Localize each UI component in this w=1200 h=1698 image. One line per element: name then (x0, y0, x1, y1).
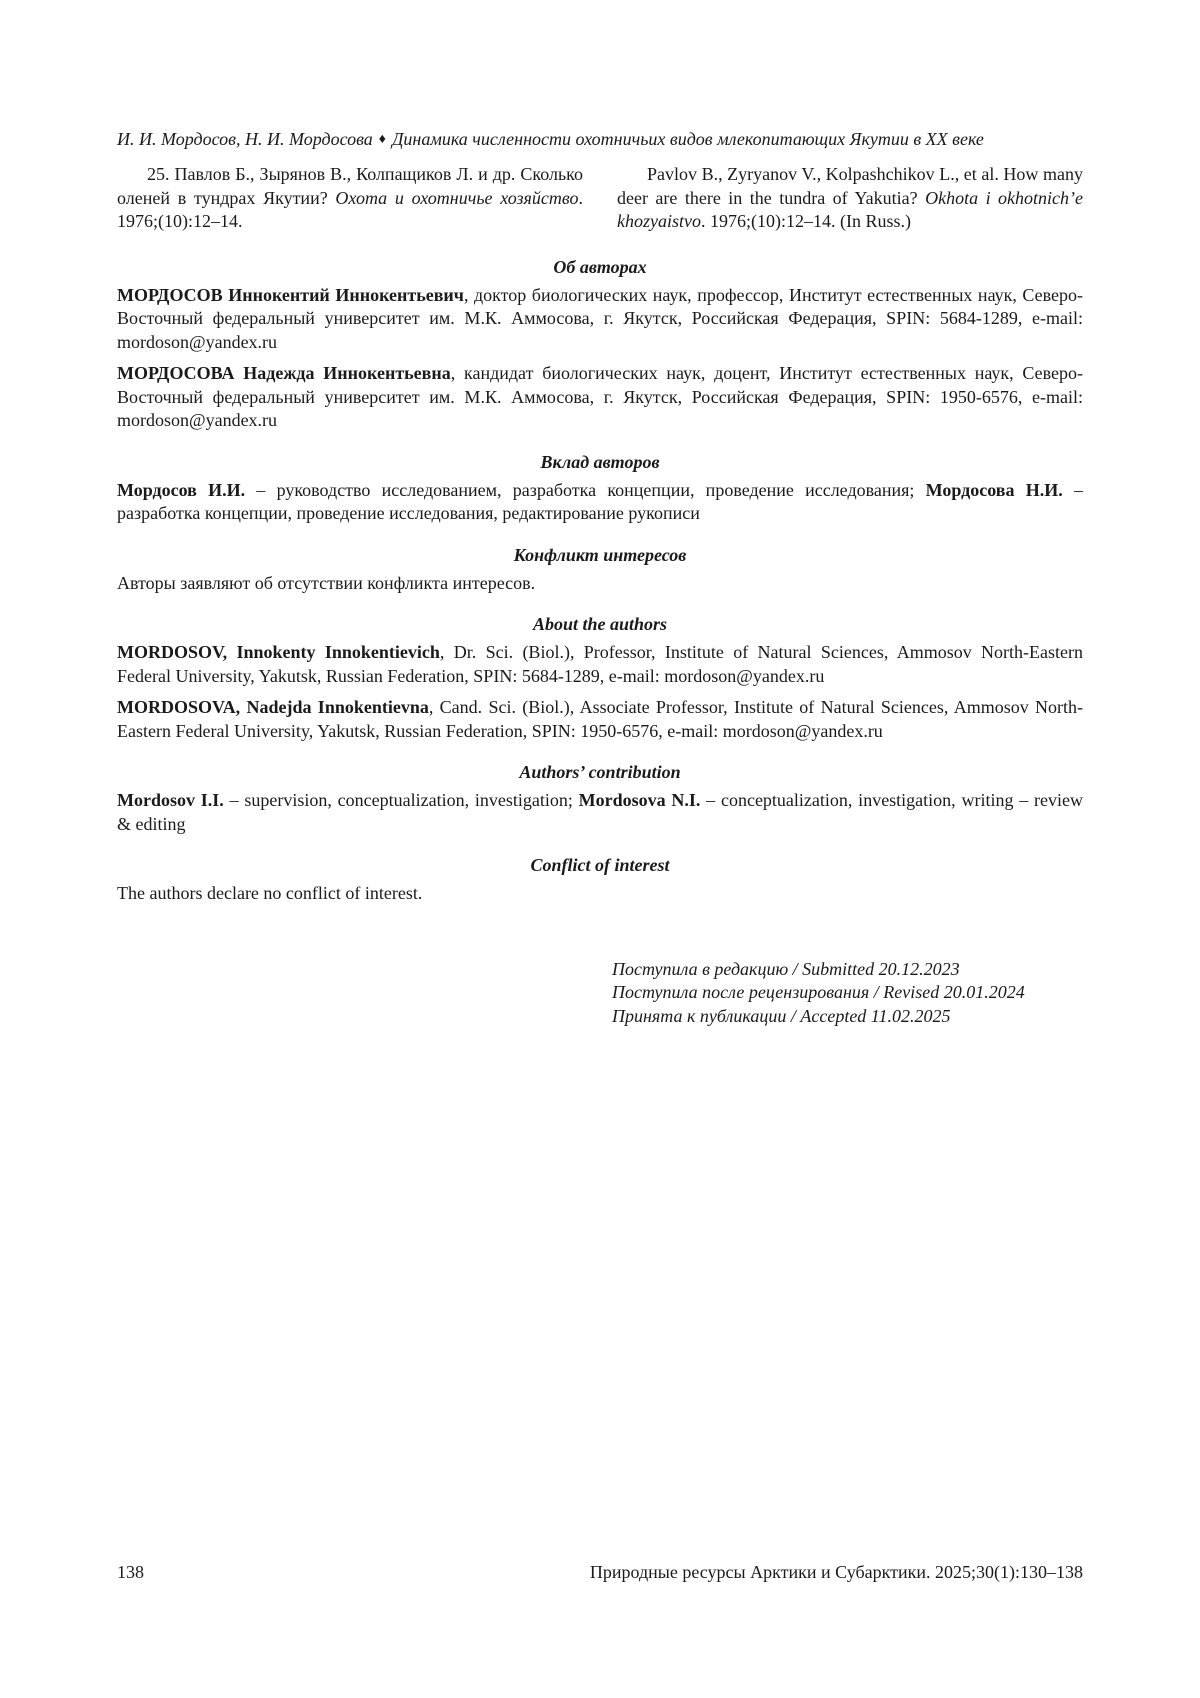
conflict-en-text: The authors declare no conflict of interest. (117, 883, 423, 903)
diamond-icon: ♦ (378, 132, 386, 147)
contribution-ru-text (117, 479, 1083, 526)
contribution-ru-name2: Мордосова Н.И. (925, 479, 1063, 500)
author-en-2-name: MORDOSOVA, Nadejda Innokentievna (117, 697, 429, 717)
reference-ru-main: 25. Павлов Б., Зырянов В., Колпащиков Л. и др. Сколько оленей в тундрах Якутии? (117, 164, 583, 208)
contribution-en-name1: Mordosov I.I. (117, 790, 224, 810)
about-ru-title: Об авторах (553, 256, 647, 277)
author-en-2-details: , Cand. Sci. (Biol.), Associate Professor, Institute of Natural Sciences, Ammosov North-Eastern Federal University, Yakutsk, Russian Federation, SPIN: 1950-6576, e-mail: mordoson@yandex.ru (117, 697, 1084, 741)
contribution-ru-name1: Мордосов И.И. (117, 479, 246, 500)
author-en-1-name: MORDOSOV, Innokenty Innokentievich (117, 642, 440, 662)
contribution-en-text2: – conceptualization, investigation, writing – review & editing (117, 790, 1083, 834)
contribution-ru-title: Вклад авторов (540, 451, 660, 472)
date-submitted: Поступила в редакцию / Submitted 20.12.2023 (612, 958, 960, 979)
reference-en-tail: . 1976;(10):12–14. (In Russ.) (700, 211, 911, 231)
conflict-en-title: Conflict of interest (530, 855, 670, 875)
contribution-en-text (117, 789, 1083, 836)
date-revised: Поступила после рецензирования / Revised 20.01.2024 (612, 982, 1025, 1002)
author-ru-2-name: МОРДОСОВА Надежда Иннокентьевна (117, 363, 451, 383)
reference-en (617, 163, 1083, 234)
contribution-en-title: Authors’ contribution (519, 762, 681, 782)
contribution-ru-text2: – разработка концепции, проведение исследования, редактирование рукописи (117, 479, 1083, 523)
contribution-ru-text1: – руководство исследованием, разработка концепции, проведение исследования; (245, 479, 926, 500)
date-accepted: Принята к публикации / Accepted 11.02.2025 (612, 1005, 951, 1026)
author-ru-1 (117, 284, 1083, 355)
contribution-en-name2: Mordosova N.I. (578, 790, 701, 810)
page-footer (117, 1561, 1083, 1583)
reference-ru-journal: Охота и охотничье хозяйство (335, 187, 579, 208)
author-ru-1-details: , доктор биологических наук, профессор, Институт естественных наук, Северо-Восточный федеральный университет им. М.К. Аммосова, г. Якутск, Российская Федерация, SPIN: 5684-1289, e-mail: mordoson@yandex.ru (117, 284, 1083, 352)
contribution-en-text1: – supervision, conceptualization, investigation; (223, 790, 579, 810)
author-en-2 (117, 696, 1083, 743)
page-content (117, 128, 1083, 1028)
author-en-1-details: , Dr. Sci. (Biol.), Professor, Institute of Natural Sciences, Ammosov North-Eastern Federal University, Yakutsk, Russian Federation, SPIN: 5684-1289, e-mail: mordoson@yandex.ru (117, 642, 1083, 686)
header-authors: И. И. Мордосов, Н. И. Мордосова (117, 129, 373, 149)
reference-ru (117, 163, 583, 234)
reference-en-main: Pavlov B., Zyryanov V., Kolpashchikov L., et al. How many deer are there in the tundra of Yakutia? (617, 164, 1083, 208)
header-title: Динамика численности охотничьих видов млекопитающих Якутии в XX веке (391, 129, 984, 149)
page-number: 138 (117, 1562, 144, 1582)
reference-en-journal: Okhota i okhotnich’e khozyaistvo (617, 187, 1083, 231)
author-ru-2 (117, 362, 1083, 433)
about-en-title: About the authors (532, 614, 668, 634)
journal-citation: Природные ресурсы Арктики и Субарктики. 2025;30(1):130–138 (589, 1562, 1083, 1582)
submission-dates (612, 958, 1083, 1029)
running-header (117, 128, 1083, 153)
conflict-ru-title: Конфликт интересов (513, 544, 687, 565)
reference-ru-tail: . 1976;(10):12–14. (117, 187, 583, 231)
author-en-1 (117, 641, 1083, 688)
author-ru-1-name: МОРДОСОВ Иннокентий Иннокентьевич (117, 284, 464, 305)
reference-block (117, 163, 1083, 234)
author-ru-2-details: , кандидат биологических наук, доцент, Институт естественных наук, Северо-Восточный федеральный университет им. М.К. Аммосова, г. Якутск, Российская Федерация, SPIN: 1950-6576, e-mail: mordoson@yandex.ru (117, 363, 1083, 430)
conflict-ru-text: Авторы заявляют об отсутствии конфликта интересов. (117, 572, 536, 593)
